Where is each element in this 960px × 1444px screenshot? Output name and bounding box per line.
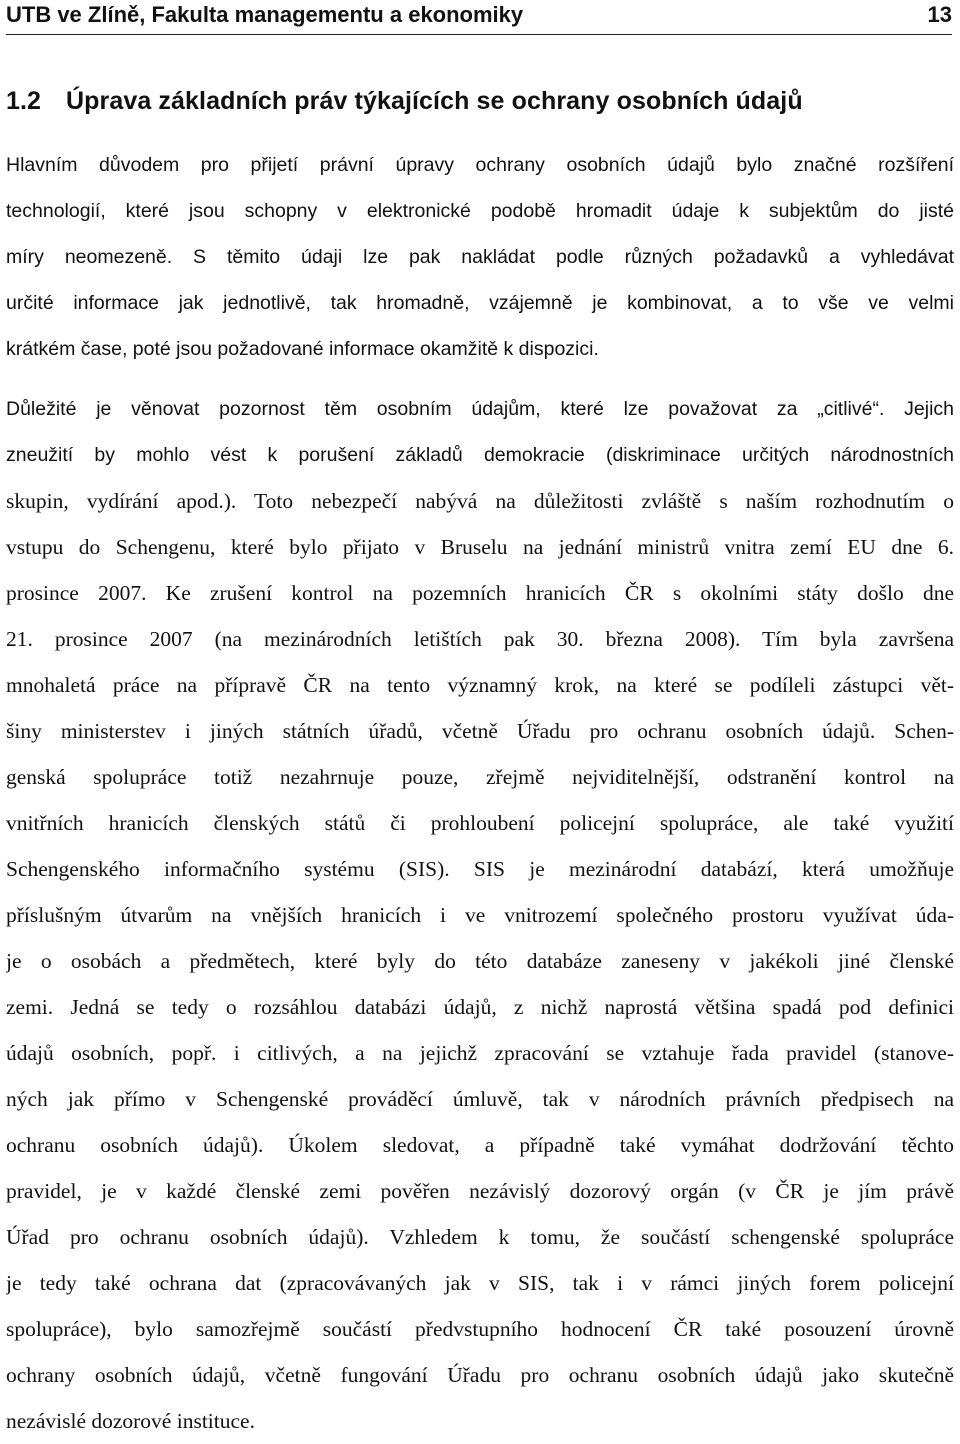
- paragraph-1: [6, 142, 954, 372]
- paragraph-2-line: skupin, vydírání apod.). Toto nebezpečí nabývá na důležitosti zvláště s naším rozhodnutím o: [6, 489, 954, 513]
- paragraph-2-line: údajů osobních, popř. i citlivých, a na jejichž zpracování se vztahuje řada pravidel (stanove-: [6, 1041, 954, 1065]
- paragraph-2-line: vstupu do Schengenu, které bylo přijato v Bruselu na jednání ministrů vnitra zemí EU dne 6.: [6, 535, 954, 559]
- paragraph-2-line: ochranu osobních údajů). Úkolem sledovat, a případně také vymáhat dodržování těchto: [6, 1133, 954, 1157]
- paragraph-2-line: šiny ministerstev i jiných státních úřadů, včetně Úřadu pro ochranu osobních údajů. Schen-: [6, 719, 954, 743]
- paragraph-2-line: zemi. Jedná se tedy o rozsáhlou databázi údajů, z nichž naprostá většina spadá pod definici: [6, 995, 954, 1019]
- paragraph-1-line: míry neomezeně. S těmito údaji lze pak nakládat podle různých požadavků a vyhledávat: [6, 246, 954, 268]
- section-number: 1.2: [6, 87, 42, 115]
- paragraph-2-line: příslušným útvarům na vnějších hranicích i ve vnitrozemí společného prostoru využívat úda-: [6, 903, 954, 927]
- section-heading: [6, 83, 956, 119]
- paragraph-2-line: Důležité je věnovat pozornost těm osobním údajům, které lze považovat za „citlivé“. Jejich: [6, 398, 954, 420]
- paragraph-2-line: vnitřních hranicích členských států či prohloubení policejní spolupráce, ale také využití: [6, 811, 954, 835]
- paragraph-1-line: Hlavním důvodem pro přijetí právní úpravy ochrany osobních údajů bylo značné rozšíření: [6, 154, 954, 176]
- paragraph-2-line: Schengenského informačního systému (SIS). SIS je mezinárodní databází, která umožňuje: [6, 857, 954, 881]
- paragraph-2: [6, 386, 954, 1444]
- paragraph-2-line: zneužití by mohlo vést k porušení základů demokracie (diskriminace určitých národnostních: [6, 444, 954, 466]
- paragraph-2-line: prosince 2007. Ke zrušení kontrol na pozemních hranicích ČR s okolními státy došlo dne: [6, 581, 954, 605]
- paragraph-2-line: ných jak přímo v Schengenské prováděcí úmluvě, tak v národních právních předpisech na: [6, 1087, 954, 1111]
- paragraph-2-line: pravidel, je v každé členské zemi pověřen nezávislý dozorový orgán (v ČR je jím právě: [6, 1179, 954, 1203]
- paragraph-2-line: 21. prosince 2007 (na mezinárodních letištích pak 30. března 2008). Tím byla završena: [6, 627, 954, 651]
- paragraph-1-line: technologií, které jsou schopny v elektronické podobě hromadit údaje k subjektům do jisté: [6, 200, 954, 222]
- paragraph-1-line: krátkém čase, poté jsou požadované informace okamžitě k dispozici.: [6, 338, 599, 360]
- paragraph-2-line: je tedy také ochrana dat (zpracovávaných jak v SIS, tak i v rámci jiných forem policejní: [6, 1271, 954, 1295]
- paragraph-2-line: ochrany osobních údajů, včetně fungování Úřadu pro ochranu osobních údajů jako skutečně: [6, 1363, 954, 1387]
- section-title: Úprava základních práv týkajících se ochrany osobních údajů: [66, 87, 803, 115]
- paragraph-2-line: nezávislé dozorové instituce.: [6, 1409, 255, 1433]
- paragraph-2-line: Úřad pro ochranu osobních údajů). Vzhledem k tomu, že součástí schengenské spolupráce: [6, 1225, 954, 1249]
- running-header: [6, 0, 952, 35]
- paragraph-2-line: mnohaletá práce na přípravě ČR na tento významný krok, na které se podíleli zástupci vět-: [6, 673, 954, 697]
- header-title: UTB ve Zlíně, Fakulta managementu a ekonomiky: [6, 2, 524, 27]
- paragraph-2-line: je o osobách a předmětech, které byly do této databáze zaneseny v jakékoli jiné členské: [6, 949, 954, 973]
- paragraph-1-line: určité informace jak jednotlivě, tak hromadně, vzájemně je kombinovat, a to vše ve velmi: [6, 292, 954, 314]
- page-number: 13: [927, 2, 952, 27]
- paragraph-2-line: spolupráce), bylo samozřejmě součástí předvstupního hodnocení ČR také posouzení úrovně: [6, 1317, 954, 1341]
- paragraph-2-line: genská spolupráce totiž nezahrnuje pouze, zřejmě nejviditelnější, odstranění kontrol na: [6, 765, 954, 789]
